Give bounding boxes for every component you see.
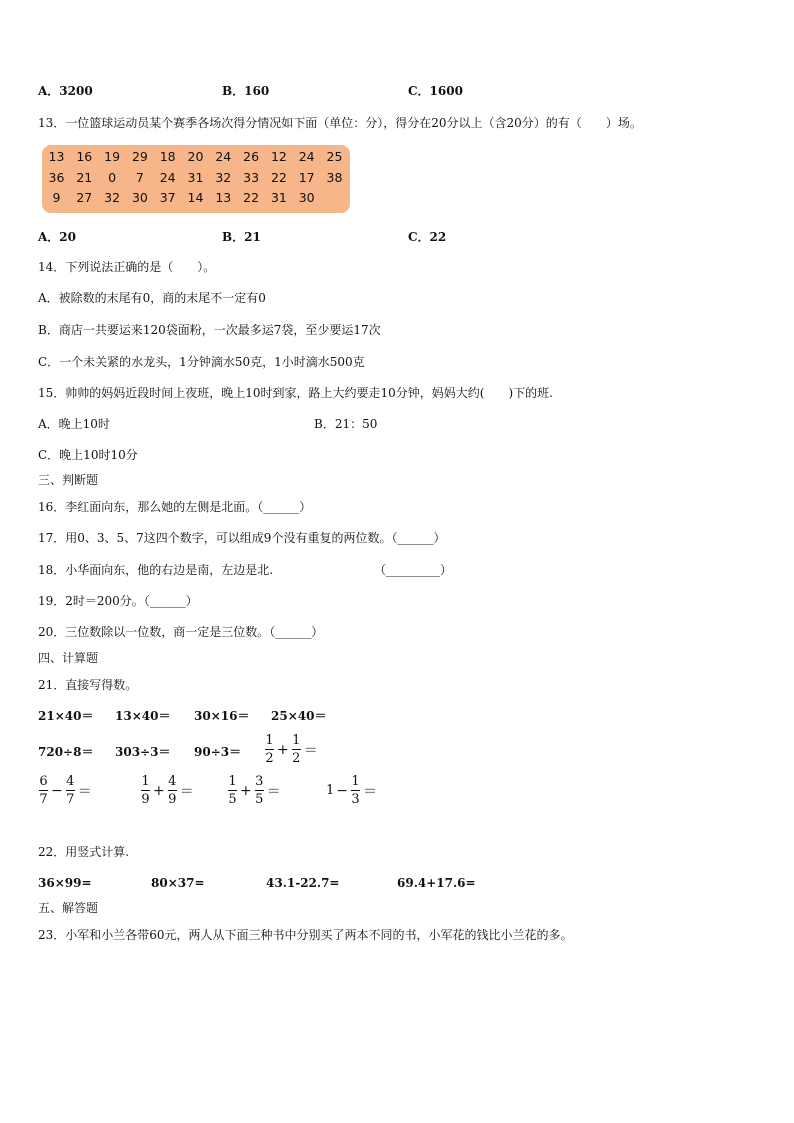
score-cell: 30: [131, 190, 148, 205]
score-cell: 37: [159, 190, 176, 205]
q12-option-b: B．160: [222, 84, 270, 98]
score-cell: 24: [298, 149, 315, 164]
q19-text: 19．2时＝200分。（______）: [38, 594, 198, 608]
vertical-calc-item: 80×37=: [151, 876, 205, 890]
calc-item: 25×40＝: [271, 709, 327, 723]
vertical-calc-item: 43.1-22.7=: [266, 876, 340, 890]
fraction-expression: 1 2 + 1 2 ＝: [265, 733, 318, 766]
score-cell: 22: [243, 190, 260, 205]
score-cell: 14: [187, 190, 204, 205]
q15-option-c: C．晚上10时10分: [38, 448, 138, 462]
score-cell: 29: [131, 149, 148, 164]
q15-option-b: B．21：50: [314, 417, 378, 431]
score-cell: 0: [108, 169, 117, 185]
q17-text: 17．用0、3、5、7这四个数字，可以组成9个没有重复的两位数。（______）: [38, 531, 446, 545]
q13-option-b: B．21: [222, 230, 261, 244]
score-cell: 33: [243, 169, 260, 185]
q21-text: 21．直接写得数。: [38, 678, 138, 692]
score-cell: 12: [270, 149, 287, 164]
score-cell: 25: [326, 149, 343, 164]
score-cell: 24: [159, 169, 176, 185]
score-cell: 19: [104, 149, 121, 164]
score-cell: 18: [159, 149, 176, 164]
q12-option-a: A．3200: [38, 84, 93, 98]
fraction-expression: 1 9 + 4 9 ＝: [141, 774, 194, 807]
score-cell: 31: [270, 190, 287, 205]
vertical-calc-item: 36×99=: [38, 876, 92, 890]
q14-text: 14．下列说法正确的是（ ）。: [38, 260, 216, 274]
score-cell: 36: [48, 169, 65, 185]
score-cell: 16: [76, 149, 93, 164]
q12-option-c: C．1600: [408, 84, 463, 98]
calc-item: 720÷8＝: [38, 745, 94, 759]
score-table: [42, 145, 350, 213]
score-cell: 22: [270, 169, 287, 185]
score-cell: 32: [104, 190, 121, 205]
q14-option-b: B．商店一共要运来120袋面粉，一次最多运7袋，至少要运17次: [38, 323, 381, 337]
fraction-expression: 1 − 1 3 ＝: [326, 774, 378, 807]
score-cell: 7: [135, 169, 144, 185]
q23-text: 23．小军和小兰各带60元，两人从下面三种书中分别买了两本不同的书，小军花的钱比小兰花的多。: [38, 928, 573, 942]
calc-item: 13×40＝: [115, 709, 171, 723]
score-cell: 13: [215, 190, 232, 205]
vertical-calc-item: 69.4+17.6=: [397, 876, 476, 890]
section-3-heading: 三、判断题: [38, 473, 99, 487]
score-cell: 13: [48, 149, 65, 164]
score-cell: 21: [76, 169, 93, 185]
q14-option-a: A．被除数的末尾有0，商的末尾不一定有0: [38, 291, 266, 305]
score-cell: 24: [215, 149, 232, 164]
q14-option-c: C．一个未关紧的水龙头，1分钟滴水50克，1小时滴水500克: [38, 355, 365, 369]
section-4-heading: 四、计算题: [38, 651, 99, 665]
section-5-heading: 五、解答题: [38, 901, 99, 915]
score-cell: 30: [298, 190, 315, 205]
calc-item: 303÷3＝: [115, 745, 171, 759]
score-cell: 38: [326, 169, 343, 185]
q13-text: 13．一位篮球运动员某个赛季各场次得分情况如下面（单位：分），得分在20分以上（含20分）的有（ ）场。: [38, 116, 642, 130]
q18-answer-blank: （_________）: [374, 563, 453, 577]
score-cell: 26: [243, 149, 260, 164]
q18-text: 18．小华面向东，他的右边是南，左边是北.: [38, 563, 274, 577]
q16-text: 16．李红面向东，那么她的左侧是北面。（______）: [38, 500, 312, 514]
score-cell: 20: [187, 149, 204, 164]
fraction-expression: 6 7 − 4 7 ＝: [39, 774, 92, 807]
q22-text: 22．用竖式计算.: [38, 845, 130, 859]
calc-item: 90÷3＝: [194, 745, 242, 759]
fraction-expression: 1 5 + 3 5 ＝: [228, 774, 281, 807]
q13-option-c: C．22: [408, 230, 447, 244]
q15-option-a: A．晚上10时: [38, 417, 110, 431]
q15-text: 15．帅帅的妈妈近段时间上夜班，晚上10时到家，路上大约要走10分钟，妈妈大约( )下的班.: [38, 386, 553, 400]
score-cell: 32: [215, 169, 232, 185]
score-cell: 9: [52, 190, 61, 205]
calc-item: 30×16＝: [194, 709, 250, 723]
score-cell: 27: [76, 190, 93, 205]
score-cell: 31: [187, 169, 204, 185]
score-cell: 17: [298, 169, 315, 185]
q20-text: 20．三位数除以一位数，商一定是三位数。（______）: [38, 625, 324, 639]
q13-option-a: A．20: [38, 230, 77, 244]
calc-item: 21×40＝: [38, 709, 94, 723]
